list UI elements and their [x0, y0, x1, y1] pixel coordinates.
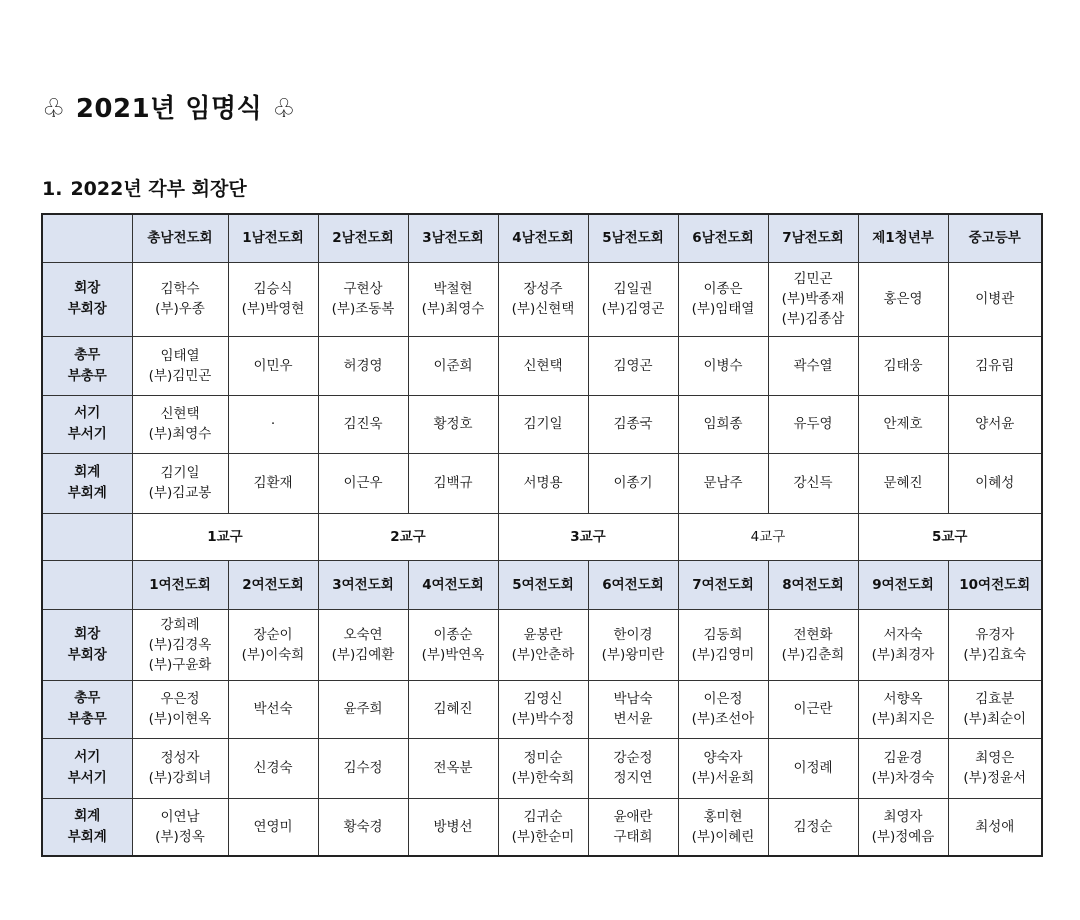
section-heading: [42, 174, 247, 201]
cell-line: 김환재: [253, 475, 293, 491]
cell-line: 구태희: [613, 828, 653, 845]
zone-row: [42, 513, 1042, 560]
cell-line: (부)우종: [155, 301, 205, 317]
officer-cell: [588, 453, 678, 513]
column-header: 6여전도회: [588, 560, 678, 609]
officer-cell: [408, 453, 498, 513]
cell-line: (부)박종재: [781, 291, 845, 307]
cell-line: 연영미: [253, 818, 293, 835]
cell-line: 유두영: [793, 416, 833, 432]
cell-line: 김종국: [613, 416, 653, 432]
officer-cell: [948, 336, 1042, 395]
cell-line: 이종기: [613, 475, 653, 491]
cell-line: 부회장: [67, 301, 107, 317]
cell-line: 윤애란: [613, 808, 653, 825]
cell-line: (부)신현택: [511, 301, 575, 317]
corner-cell: [42, 214, 132, 262]
officer-cell: [318, 336, 408, 395]
officer-cell: [588, 798, 678, 856]
cell-line: 신경숙: [253, 760, 293, 776]
section-number: 1.: [42, 178, 63, 200]
officer-cell: [948, 738, 1042, 798]
cell-line: 김영신: [523, 691, 563, 707]
cell-line: 오숙연: [343, 626, 383, 643]
women-header-row: [42, 560, 1042, 609]
officer-cell: [408, 262, 498, 336]
officer-cell: [948, 609, 1042, 680]
officer-cell: [132, 738, 228, 798]
cell-line: (부)이현옥: [148, 711, 212, 727]
officer-cell: [768, 336, 858, 395]
cell-line: 부서기: [67, 770, 107, 786]
officer-cell: [858, 336, 948, 395]
cell-line: (부)김예환: [331, 646, 395, 663]
column-header: 3여전도회: [318, 560, 408, 609]
officer-cell: [228, 680, 318, 738]
cell-line: 부회계: [67, 828, 107, 845]
cell-line: 김승식: [253, 281, 293, 297]
cell-line: 이종순: [433, 626, 473, 643]
cell-line: 강신득: [793, 475, 833, 491]
cell-line: (부)한순미: [511, 828, 575, 845]
cell-line: 부총무: [67, 367, 107, 384]
column-header: 4남전도회: [498, 214, 588, 262]
cell-line: 김기일: [160, 465, 200, 481]
cell-line: 김유림: [975, 357, 1015, 374]
officer-cell: [858, 395, 948, 453]
cell-line: 김영곤: [613, 357, 653, 374]
officer-cell: [318, 738, 408, 798]
cell-line: 이은정: [703, 691, 743, 707]
officer-cell: [498, 453, 588, 513]
cell-line: 회장: [74, 625, 101, 642]
column-header: 제1청년부: [858, 214, 948, 262]
officer-cell: [588, 738, 678, 798]
officer-cell: [228, 738, 318, 798]
cell-line: (부)구윤화: [148, 656, 212, 673]
cell-line: 김정순: [793, 818, 833, 835]
cell-line: (부)김영미: [691, 646, 755, 663]
cell-line: 곽수열: [793, 357, 833, 374]
column-header: 2남전도회: [318, 214, 408, 262]
cell-line: (부)김교봉: [148, 485, 212, 501]
club-suit-icon: ♧: [42, 94, 66, 124]
column-header: 3남전도회: [408, 214, 498, 262]
cell-line: 김진욱: [343, 416, 383, 432]
cell-line: 부회계: [67, 485, 107, 501]
cell-line: 김학수: [160, 281, 200, 297]
cell-line: 최영자: [883, 808, 923, 825]
cell-line: 전옥분: [433, 760, 473, 776]
officer-cell: [768, 453, 858, 513]
cell-line: 이병관: [975, 291, 1015, 307]
cell-line: 강희례: [160, 616, 200, 633]
cell-line: (부)김효숙: [963, 646, 1027, 663]
cell-line: 양서윤: [975, 416, 1015, 432]
cell-line: (부)임태열: [691, 301, 755, 317]
cell-line: 이종은: [703, 281, 743, 297]
column-header: 9여전도회: [858, 560, 948, 609]
cell-line: 구현상: [343, 281, 383, 297]
cell-line: (부)김민곤: [148, 367, 212, 384]
officer-cell: [318, 680, 408, 738]
officer-cell: [948, 262, 1042, 336]
officer-cell: [948, 453, 1042, 513]
cell-line: (부)김영곤: [601, 301, 665, 317]
officer-cell: [228, 609, 318, 680]
officer-cell: [588, 336, 678, 395]
officer-cell: [132, 609, 228, 680]
officer-cell: [228, 798, 318, 856]
column-header: 7남전도회: [768, 214, 858, 262]
column-header: 1여전도회: [132, 560, 228, 609]
officer-cell: [228, 336, 318, 395]
cell-line: 이민우: [253, 357, 293, 374]
corner-cell: [42, 513, 132, 560]
officer-cell: [132, 680, 228, 738]
cell-line: ·: [270, 416, 276, 432]
officer-cell: [678, 680, 768, 738]
table-row: [42, 262, 1042, 336]
officer-cell: [498, 262, 588, 336]
cell-line: 회계: [74, 464, 101, 480]
cell-line: (부)김춘희: [781, 646, 845, 663]
cell-line: (부)이혜린: [691, 828, 755, 845]
officer-cell: [228, 262, 318, 336]
cell-line: 이정례: [793, 760, 833, 776]
men-header-row: [42, 214, 1042, 262]
officer-cell: [228, 395, 318, 453]
officer-cell: [948, 798, 1042, 856]
column-header: 5여전도회: [498, 560, 588, 609]
cell-line: 부회장: [67, 646, 107, 663]
cell-line: 서기: [74, 405, 101, 421]
officer-cell: [768, 738, 858, 798]
officer-cell: [858, 798, 948, 856]
cell-line: 김윤경: [883, 750, 923, 766]
cell-line: (부)강희녀: [148, 770, 212, 786]
column-header: 중고등부: [948, 214, 1042, 262]
officer-cell: [408, 336, 498, 395]
cell-line: (부)박영현: [241, 301, 305, 317]
officer-cell: [858, 609, 948, 680]
cell-line: 김기일: [523, 416, 563, 432]
officer-cell: [498, 395, 588, 453]
cell-line: 장순이: [253, 626, 293, 643]
officer-cell: [768, 262, 858, 336]
cell-line: 문혜진: [883, 475, 923, 491]
officer-cell: [132, 336, 228, 395]
officer-cell: [132, 798, 228, 856]
cell-line: 서자숙: [883, 626, 923, 643]
officer-cell: [678, 336, 768, 395]
officer-cell: [408, 680, 498, 738]
cell-line: 박선숙: [253, 701, 293, 717]
row-label: [42, 453, 132, 513]
column-header: 10여전도회: [948, 560, 1042, 609]
cell-line: 허경영: [343, 357, 383, 374]
column-header: 6남전도회: [678, 214, 768, 262]
officer-cell: [132, 395, 228, 453]
officer-cell: [858, 680, 948, 738]
cell-line: 총무: [74, 690, 101, 706]
officer-cell: [498, 738, 588, 798]
cell-line: 문남주: [703, 475, 743, 491]
row-label: [42, 680, 132, 738]
column-header: 8여전도회: [768, 560, 858, 609]
cell-line: 이근란: [793, 701, 833, 717]
cell-line: 최영은: [975, 750, 1015, 766]
cell-line: 회계: [74, 807, 101, 824]
document-title: [42, 88, 296, 125]
table-row: [42, 395, 1042, 453]
cell-line: 박철현: [433, 281, 473, 297]
cell-line: (부)안춘하: [511, 646, 575, 663]
cell-line: (부)박수정: [511, 711, 575, 727]
officer-cell: [498, 336, 588, 395]
cell-line: 김동희: [703, 626, 743, 643]
cell-line: 홍은영: [883, 291, 923, 307]
officer-cell: [498, 680, 588, 738]
table-row: [42, 798, 1042, 856]
zone-header: 2교구: [318, 513, 498, 560]
officer-cell: [948, 680, 1042, 738]
cell-line: 이병수: [703, 357, 743, 374]
cell-line: (부)왕미란: [601, 646, 665, 663]
zone-header: 4교구: [678, 513, 858, 560]
table-row: [42, 453, 1042, 513]
row-label: [42, 798, 132, 856]
officer-cell: [768, 395, 858, 453]
officer-cell: [588, 680, 678, 738]
cell-line: 이준희: [433, 357, 473, 374]
officer-cell: [678, 609, 768, 680]
cell-line: 정미순: [523, 750, 563, 766]
officer-cell: [768, 680, 858, 738]
zone-header: 5교구: [858, 513, 1042, 560]
cell-line: 김귀순: [523, 808, 563, 825]
column-header: 4여전도회: [408, 560, 498, 609]
cell-line: 한이경: [613, 626, 653, 643]
cell-line: (부)이숙희: [241, 646, 305, 663]
cell-line: (부)정윤서: [963, 770, 1027, 786]
officer-cell: [318, 453, 408, 513]
officer-cell: [678, 262, 768, 336]
zone-header: 1교구: [132, 513, 318, 560]
row-label: [42, 262, 132, 336]
cell-line: 이근우: [343, 475, 383, 491]
officer-cell: [858, 453, 948, 513]
cell-line: 정성자: [160, 750, 200, 766]
cell-line: 신현택: [523, 357, 563, 374]
cell-line: 서향옥: [883, 691, 923, 707]
cell-line: 김일권: [613, 281, 653, 297]
cell-line: (부)박연옥: [421, 646, 485, 663]
cell-line: 유경자: [975, 626, 1015, 643]
cell-line: 전현화: [793, 626, 833, 643]
cell-line: 양숙자: [703, 750, 743, 766]
document-title-text: 2021년 임명식: [75, 94, 263, 124]
cell-line: 우은정: [160, 691, 200, 707]
officer-cell: [408, 798, 498, 856]
cell-line: (부)서윤희: [691, 770, 755, 786]
cell-line: (부)한숙희: [511, 770, 575, 786]
officer-cell: [678, 798, 768, 856]
officer-cell: [318, 395, 408, 453]
cell-line: 회장: [74, 280, 101, 296]
officer-cell: [408, 395, 498, 453]
cell-line: (부)최순이: [963, 711, 1027, 727]
officer-cell: [678, 738, 768, 798]
officer-cell: [588, 395, 678, 453]
officer-roster-table: [41, 213, 1043, 857]
cell-line: 김혜진: [433, 701, 473, 717]
table-row: [42, 680, 1042, 738]
officer-cell: [768, 609, 858, 680]
cell-line: (부)조동복: [331, 301, 395, 317]
cell-line: 윤주희: [343, 701, 383, 717]
officer-cell: [588, 262, 678, 336]
cell-line: 신현택: [160, 406, 200, 422]
officer-cell: [318, 609, 408, 680]
cell-line: (부)최지은: [871, 711, 935, 727]
column-header: 7여전도회: [678, 560, 768, 609]
table-row: [42, 336, 1042, 395]
officer-cell: [318, 798, 408, 856]
cell-line: 임희종: [703, 416, 743, 432]
cell-line: (부)최영수: [421, 301, 485, 317]
cell-line: 박남숙: [613, 691, 653, 707]
cell-line: 서명용: [523, 475, 563, 491]
section-title: 2022년 각부 회장단: [70, 178, 247, 200]
cell-line: 강순정: [613, 750, 653, 766]
officer-cell: [858, 738, 948, 798]
cell-line: (부)정예음: [871, 828, 935, 845]
cell-line: (부)조선아: [691, 711, 755, 727]
cell-line: 방병선: [433, 818, 473, 835]
row-label: [42, 738, 132, 798]
cell-line: 변서윤: [613, 711, 653, 727]
cell-line: (부)최경자: [871, 646, 935, 663]
officer-cell: [132, 262, 228, 336]
officer-cell: [498, 609, 588, 680]
cell-line: 김수정: [343, 760, 383, 776]
cell-line: 임태열: [160, 347, 200, 364]
officer-cell: [678, 453, 768, 513]
column-header: 2여전도회: [228, 560, 318, 609]
officer-cell: [588, 609, 678, 680]
table-row: [42, 738, 1042, 798]
zone-header: 3교구: [498, 513, 678, 560]
cell-line: 김효분: [975, 691, 1015, 707]
officer-cell: [678, 395, 768, 453]
cell-line: 부총무: [67, 711, 107, 727]
table-row: [42, 609, 1042, 680]
officer-cell: [858, 262, 948, 336]
column-header: 5남전도회: [588, 214, 678, 262]
row-label: [42, 395, 132, 453]
cell-line: (부)정옥: [155, 828, 205, 845]
cell-line: 정지연: [613, 770, 653, 786]
cell-line: 이혜성: [975, 475, 1015, 491]
club-suit-icon: ♧: [272, 94, 297, 124]
officer-cell: [318, 262, 408, 336]
officer-cell: [132, 453, 228, 513]
cell-line: (부)김종삼: [781, 311, 845, 327]
cell-line: 황숙경: [343, 818, 383, 835]
officer-cell: [948, 395, 1042, 453]
cell-line: 총무: [74, 346, 101, 363]
officer-cell: [498, 798, 588, 856]
cell-line: 홍미현: [703, 808, 743, 825]
cell-line: 황정호: [433, 416, 473, 432]
officer-cell: [768, 798, 858, 856]
cell-line: 최성애: [975, 818, 1015, 835]
cell-line: (부)김경옥: [148, 636, 212, 653]
cell-line: 김백규: [433, 475, 473, 491]
officer-cell: [408, 738, 498, 798]
cell-line: 이연남: [160, 808, 200, 825]
row-label: [42, 336, 132, 395]
cell-line: 김민곤: [793, 271, 833, 287]
cell-line: 안제호: [883, 416, 923, 432]
cell-line: 윤봉란: [523, 626, 563, 643]
cell-line: 장성주: [523, 281, 563, 297]
cell-line: 서기: [74, 749, 101, 765]
corner-cell: [42, 560, 132, 609]
column-header: 1남전도회: [228, 214, 318, 262]
cell-line: (부)최영수: [148, 426, 212, 442]
column-header: 총남전도회: [132, 214, 228, 262]
officer-cell: [228, 453, 318, 513]
cell-line: (부)차경숙: [871, 770, 935, 786]
row-label: [42, 609, 132, 680]
cell-line: 김태웅: [883, 357, 923, 374]
officer-cell: [408, 609, 498, 680]
cell-line: 부서기: [67, 426, 107, 442]
